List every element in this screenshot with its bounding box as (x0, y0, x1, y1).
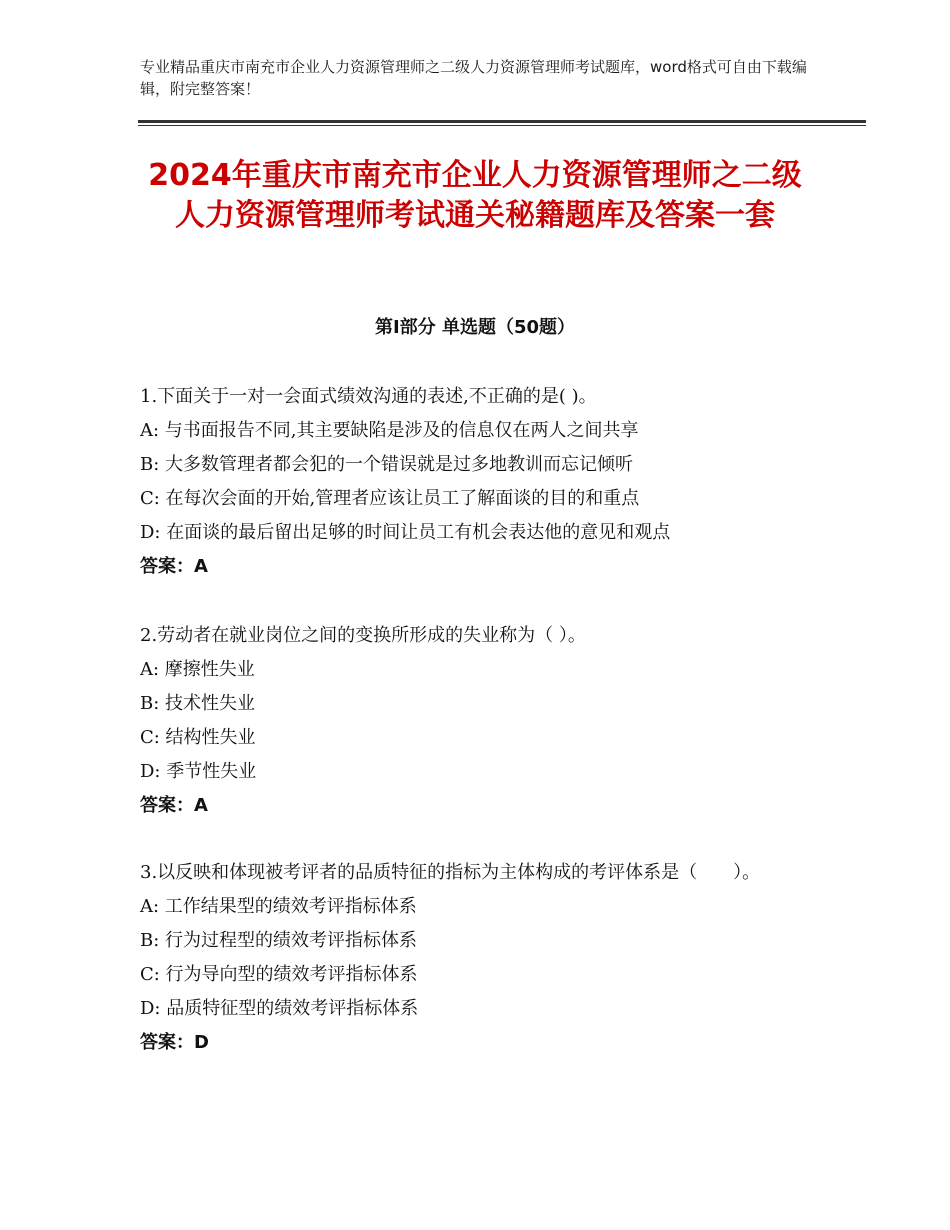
option-b: B: 行为过程型的绩效考评指标体系 (140, 930, 418, 951)
header-divider-thick (138, 120, 866, 123)
option-a: A: 与书面报告不同,其主要缺陷是涉及的信息仅在两人之间共享 (140, 420, 639, 441)
document-title: 2024年重庆市南充市企业人力资源管理师之二级人力资源管理师考试通关秘籍题库及答案一套 (148, 158, 802, 233)
option-c: C: 结构性失业 (140, 727, 256, 748)
option-a: A: 工作结果型的绩效考评指标体系 (140, 896, 417, 917)
question-stem: 3.以反映和体现被考评者的品质特征的指标为主体构成的考评体系是（ ）。 (140, 862, 761, 883)
question-2 (140, 619, 820, 823)
question-stem: 1.下面关于一对一会面式绩效沟通的表述,不正确的是( )。 (140, 386, 597, 407)
option-d: D: 在面谈的最后留出足够的时间让员工有机会表达他的意见和观点 (140, 522, 671, 543)
header-divider (138, 120, 866, 126)
question-stem: 2.劳动者在就业岗位之间的变换所形成的失业称为（ ）。 (140, 625, 586, 646)
section-heading: 第Ⅰ部分 单选题（50题） (374, 317, 575, 338)
answer: 答案：D (140, 1032, 209, 1053)
answer: 答案：A (140, 556, 208, 577)
option-c: C: 在每次会面的开始,管理者应该让员工了解面谈的目的和重点 (140, 488, 640, 509)
option-b: B: 技术性失业 (140, 693, 256, 714)
header-divider-thin (138, 125, 866, 126)
question-3 (140, 856, 820, 1060)
option-b: B: 大多数管理者都会犯的一个错误就是过多地教训而忘记倾听 (140, 454, 634, 475)
option-a: A: 摩擦性失业 (140, 659, 255, 680)
answer: 答案：A (140, 795, 208, 816)
option-d: D: 品质特征型的绩效考评指标体系 (140, 998, 419, 1019)
option-d: D: 季节性失业 (140, 761, 257, 782)
question-1 (140, 380, 820, 584)
option-c: C: 行为导向型的绩效考评指标体系 (140, 964, 418, 985)
header-note: 专业精品重庆市南充市企业人力资源管理师之二级人力资源管理师考试题库，word格式可自由下载编辑，附完整答案！ (140, 58, 807, 98)
